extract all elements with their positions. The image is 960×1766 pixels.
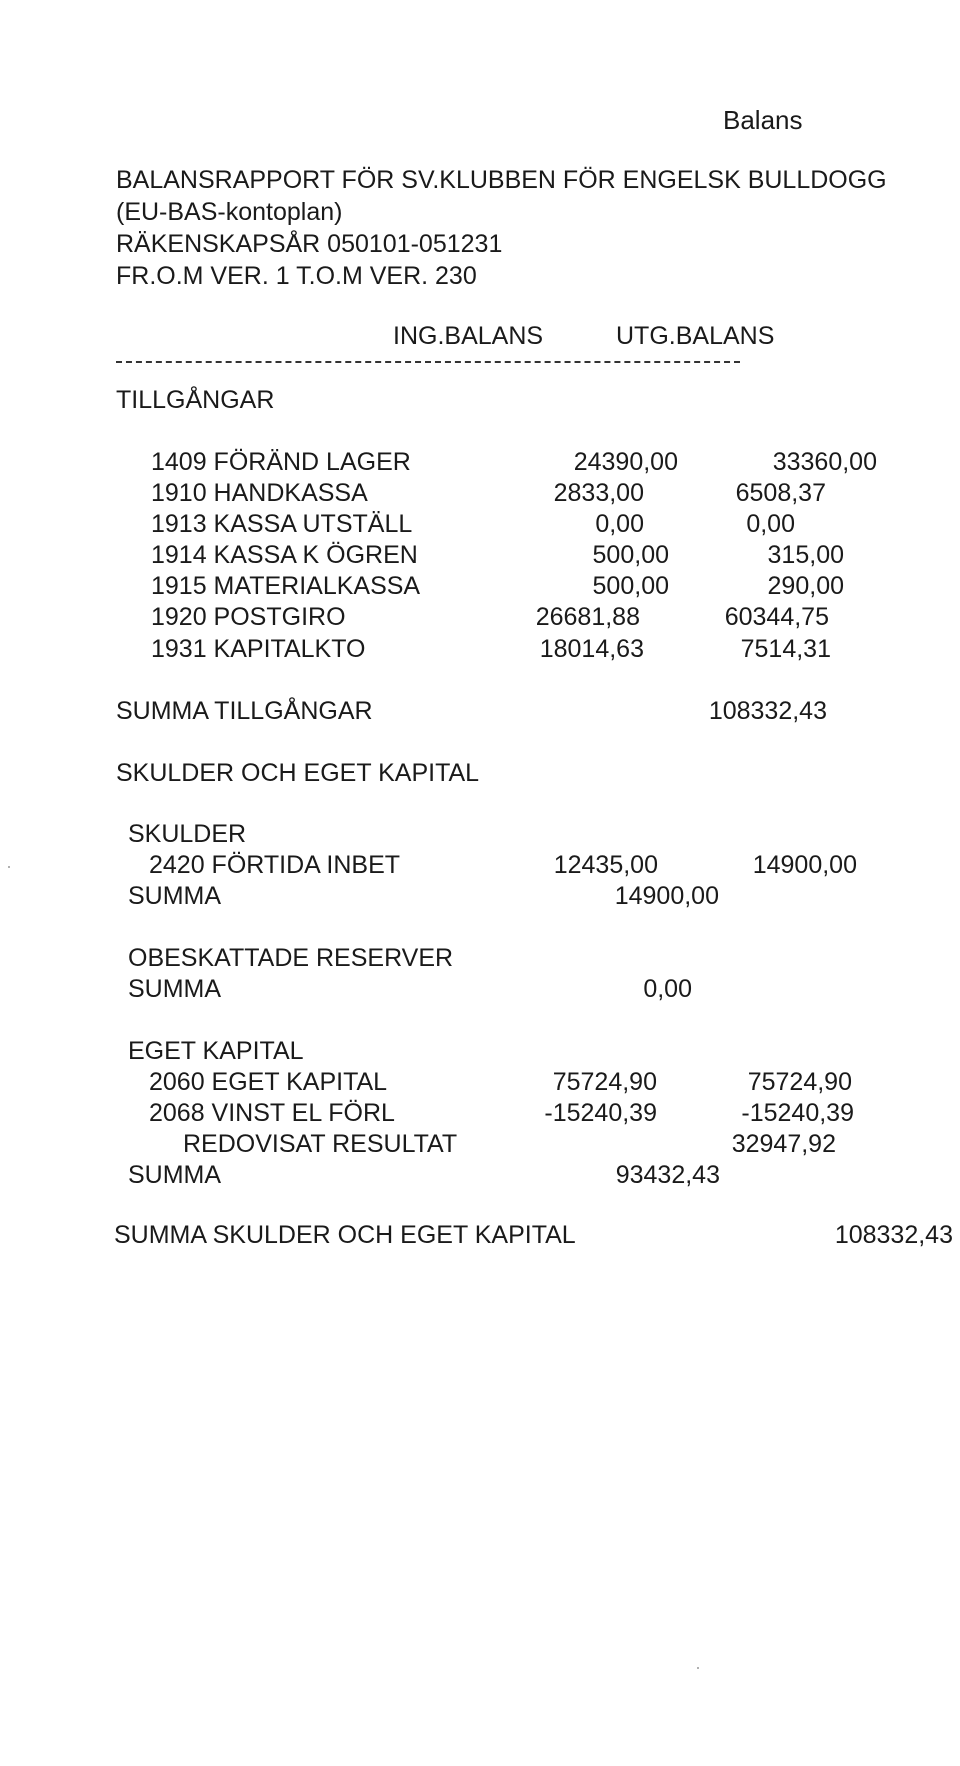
utg-balans-value: 290,00 bbox=[767, 572, 844, 600]
ing-balans-value: 75724,90 bbox=[552, 1068, 657, 1096]
eget-kapital-summa-value: 93432,43 bbox=[615, 1161, 720, 1189]
utg-balans-value: 315,00 bbox=[767, 541, 844, 569]
utg-balans-value: -15240,39 bbox=[741, 1099, 854, 1127]
scan-speck bbox=[697, 1667, 699, 1669]
ing-balans-value: 26681,88 bbox=[535, 603, 640, 631]
account-name: 1914 KASSA K ÖGREN bbox=[151, 541, 418, 569]
dashed-separator bbox=[116, 361, 740, 363]
account-name: 1920 POSTGIRO bbox=[151, 603, 346, 631]
skulder-summa-label: SUMMA bbox=[128, 882, 222, 910]
scan-speck bbox=[8, 866, 10, 868]
ing-balans-value: 18014,63 bbox=[539, 635, 644, 663]
account-name: 1931 KAPITALKTO bbox=[151, 635, 366, 663]
obeskattade-summa-label: SUMMA bbox=[128, 975, 222, 1003]
section-heading-tillgangar: TILLGÅNGAR bbox=[116, 386, 275, 414]
account-name: 2068 VINST EL FÖRL bbox=[149, 1099, 395, 1127]
section-heading-skulder-och-eget-kapital: SKULDER OCH EGET KAPITAL bbox=[116, 759, 480, 787]
account-name: 1910 HANDKASSA bbox=[151, 479, 368, 507]
skulder-summa-value: 14900,00 bbox=[614, 882, 719, 910]
ing-balans-value: 0,00 bbox=[595, 510, 644, 538]
account-name: 1915 MATERIALKASSA bbox=[151, 572, 421, 600]
utg-balans-value: 33360,00 bbox=[772, 448, 877, 476]
redovisat-resultat-value: 32947,92 bbox=[731, 1130, 836, 1158]
column-header-utg-balans: UTG.BALANS bbox=[616, 322, 775, 350]
subsection-heading-eget-kapital: EGET KAPITAL bbox=[128, 1037, 304, 1065]
utg-balans-value: 60344,75 bbox=[724, 603, 829, 631]
ing-balans-value: 500,00 bbox=[592, 541, 669, 569]
eget-kapital-summa-label: SUMMA bbox=[128, 1161, 222, 1189]
account-name: 1913 KASSA UTSTÄLL bbox=[151, 510, 413, 538]
account-name: 2060 EGET KAPITAL bbox=[149, 1068, 388, 1096]
utg-balans-value: 6508,37 bbox=[735, 479, 826, 507]
report-title: BALANSRAPPORT FÖR SV.KLUBBEN FÖR ENGELSK BULLDOGG bbox=[116, 166, 887, 194]
page-label: Balans bbox=[723, 105, 803, 135]
redovisat-resultat-label: REDOVISAT RESULTAT bbox=[183, 1130, 458, 1158]
account-name: 1409 FÖRÄND LAGER bbox=[151, 448, 411, 476]
ing-balans-value: 24390,00 bbox=[573, 448, 678, 476]
subsection-heading-skulder: SKULDER bbox=[128, 820, 247, 848]
subsection-heading-obeskattade-reserver: OBESKATTADE RESERVER bbox=[128, 944, 454, 972]
summa-skulder-och-eget-kapital-label: SUMMA SKULDER OCH EGET KAPITAL bbox=[114, 1221, 576, 1249]
ing-balans-value: 500,00 bbox=[592, 572, 669, 600]
utg-balans-value: 0,00 bbox=[746, 510, 795, 538]
ing-balans-value: 2833,00 bbox=[553, 479, 644, 507]
report-voucher-range: FR.O.M VER. 1 T.O.M VER. 230 bbox=[116, 262, 477, 290]
summa-skulder-och-eget-kapital-value: 108332,43 bbox=[834, 1221, 953, 1249]
summa-tillgangar-value: 108332,43 bbox=[708, 697, 827, 725]
utg-balans-value: 75724,90 bbox=[747, 1068, 852, 1096]
column-header-ing-balans: ING.BALANS bbox=[393, 322, 544, 350]
account-name: 2420 FÖRTIDA INBET bbox=[149, 851, 401, 879]
ing-balans-value: -15240,39 bbox=[544, 1099, 657, 1127]
obeskattade-summa-value: 0,00 bbox=[643, 975, 692, 1003]
report-fiscal-year: RÄKENSKAPSÅR 050101-051231 bbox=[116, 230, 503, 258]
utg-balans-value: 7514,31 bbox=[740, 635, 831, 663]
report-chart-of-accounts: (EU-BAS-kontoplan) bbox=[116, 198, 343, 226]
summa-tillgangar-label: SUMMA TILLGÅNGAR bbox=[116, 697, 373, 725]
utg-balans-value: 14900,00 bbox=[752, 851, 857, 879]
ing-balans-value: 12435,00 bbox=[553, 851, 658, 879]
